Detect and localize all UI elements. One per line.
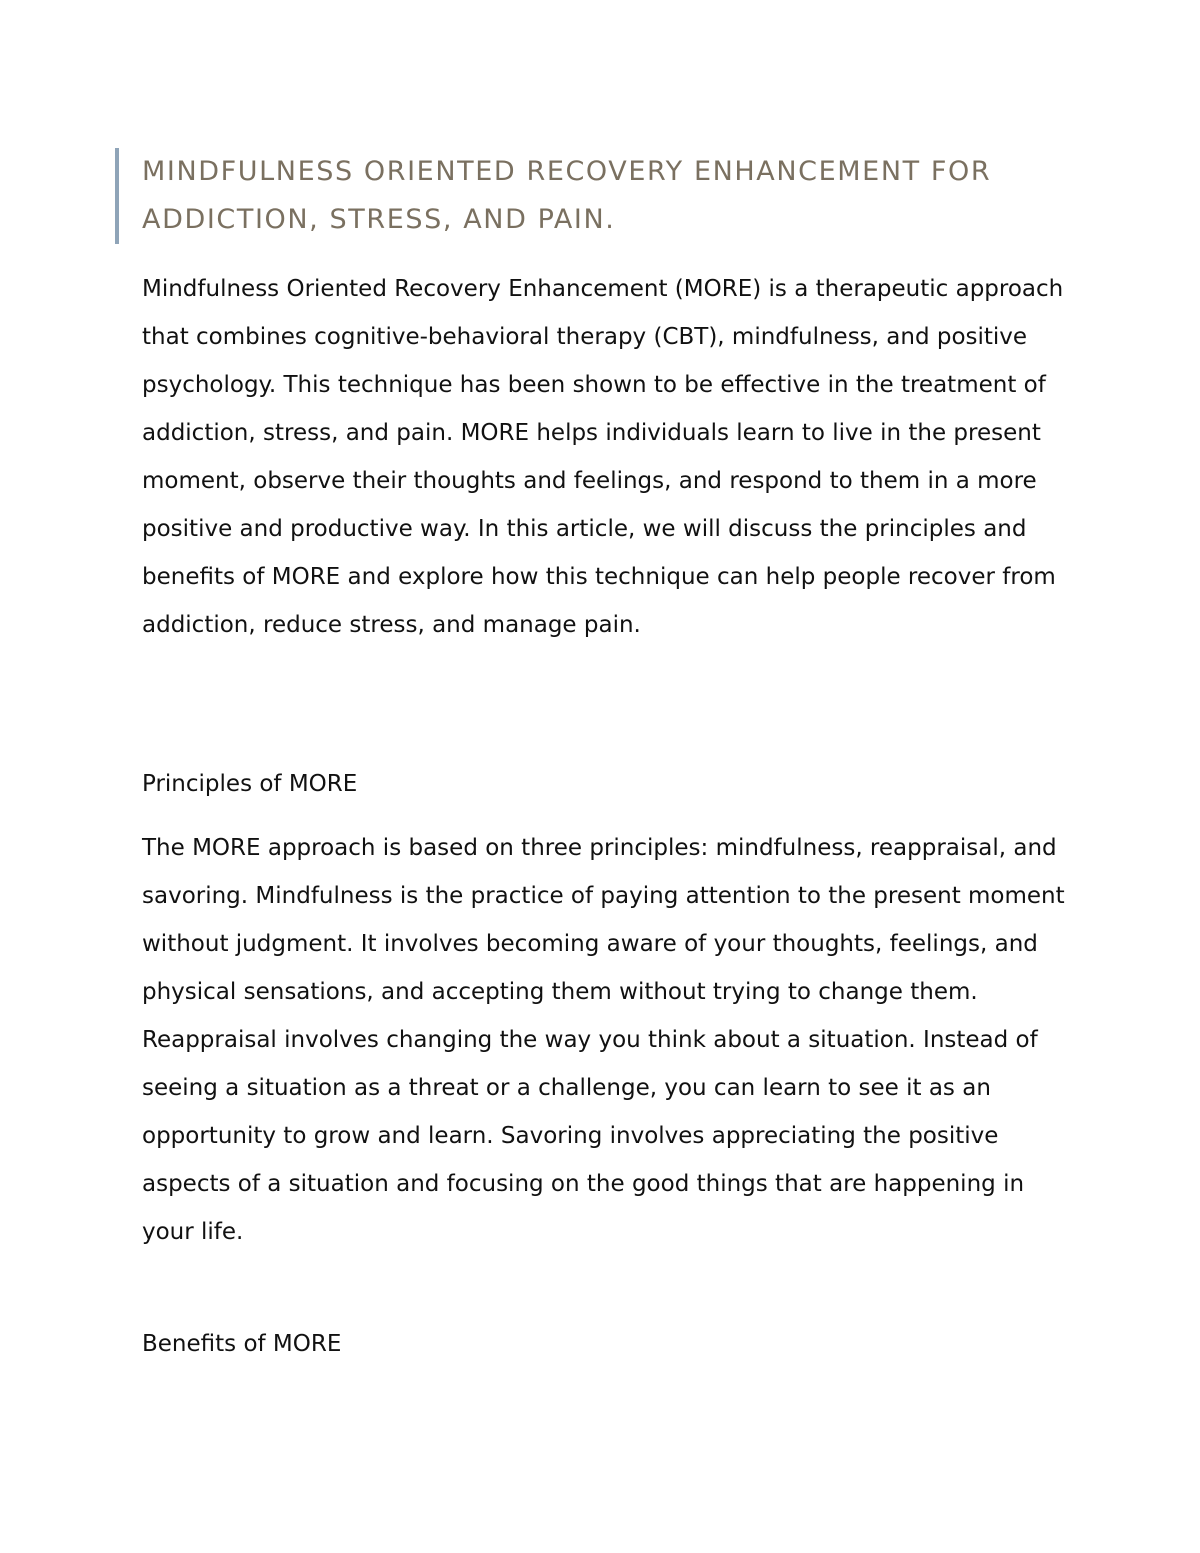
document-title: MINDFULNESS ORIENTED RECOVERY ENHANCEMENT FOR ADDICTION, STRESS, AND PAIN.	[142, 156, 992, 235]
title-block	[115, 148, 1102, 244]
benefits-heading: Benefits of MORE	[142, 1331, 342, 1357]
intro-paragraph: Mindfulness Oriented Recovery Enhancement (MORE) is a therapeutic approach that combines cognitive-behavioral therapy (CBT), mindfulness, and positive psychology. This technique has been shown to be effective in the treatment of addiction, stress, and pain. MORE helps individuals learn to live in the present moment, observe their thoughts and feelings, and respond to them in a more positive and productive way. In this article, we will discuss the principles and benefits of MORE and explore how this technique can help people recover from addiction, reduce stress, and manage pain.	[142, 276, 1064, 638]
principles-heading: Principles of MORE	[142, 771, 358, 797]
principles-paragraph: The MORE approach is based on three principles: mindfulness, reappraisal, and savoring. Mindfulness is the practice of paying attention to the present moment without judgment. It involves becoming aware of your thoughts, feelings, and physical sensations, and accepting them without trying to change them. Reappraisal involves changing the way you think about a situation. Instead of seeing a situation as a threat or a challenge, you can learn to see it as an opportunity to grow and learn. Savoring involves appreciating the positive aspects of a situation and focusing on the good things that are happening in your life.	[142, 835, 1065, 1245]
